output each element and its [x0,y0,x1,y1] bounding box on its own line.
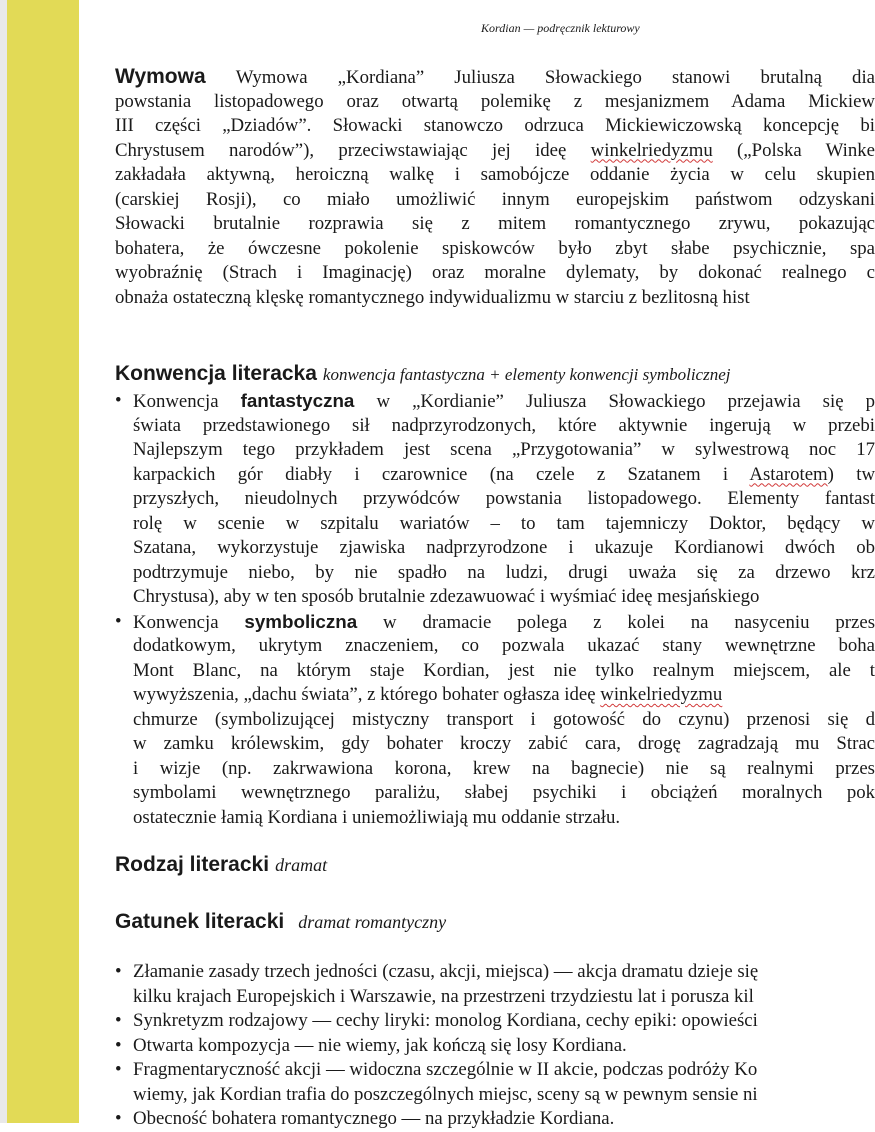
list-line: podtrzymuje niebo, by nie spadło na ludzi, drugi uważa się za drzewo krz [133,561,875,583]
spellcheck-flagged-word: Astarotem [749,463,828,485]
list-line: Mont Blanc, na którym staje Kordian, jest nie tylko realnym miejscem, ale t [133,659,875,681]
list-line: rolę w scenie w szpitalu wariatów – to tam tajemniczy Doktor, będący w [133,512,875,534]
list-line: Szatana, wykorzystuje zjawiska nadprzyrodzone i ukazuje Kordianowi dwóch ob [133,537,875,558]
wymowa-line-7: bohatera, że ówczesne pokolenie spiskowców było zbyt słabe psychicznie, spa [115,237,875,259]
wymowa-line-6: Słowacki brutalnie rozprawia się z mitem romantycznego zrywu, pokazując [115,213,875,234]
list-item [115,389,875,610]
keyword-fantastyczna: fantastyczna [240,390,355,411]
wymowa-line-4: zakładała aktywną, heroiczną walkę i samobójcze oddanie życia w celu skupien [115,164,875,185]
list-line: Konwencja fantastyczna w „Kordianie” Juliusza Słowackiego przejawia się p [133,390,875,412]
wymowa-line-3: Chrystusem narodów”), przeciwstawiając jej ideę winkelriedyzmu („Polska Winke [115,139,875,161]
list-item [115,1009,875,1034]
list-line: symbolami wewnętrznego paraliżu, słabej psychiki i obciążeń moralnych pok [133,782,875,803]
list-line: w zamku królewskim, gdy bohater kroczy zabić cara, drogę zagradzają mu Strac [133,733,875,754]
list-item [115,610,875,831]
gatunek-value: dramat romantyczny [298,912,447,932]
bullet: • [115,610,122,632]
list-item [115,1107,875,1132]
list-item [115,960,875,1009]
list-line: kilku krajach Europejskich i Warszawie, na przestrzeni trzydziestu lat i porusza kil [133,985,754,1007]
konwencja-subtitle: konwencja fantastyczna + elementy konwencji symbolicznej [322,365,731,384]
rodzaj-heading [115,853,327,877]
running-head: Kordian — podręcznik lekturowy [481,21,640,35]
list-line: Konwencja symboliczna w dramacie polega z kolei na nasyceniu przes [133,610,875,633]
konwencja-heading [115,362,730,386]
wymowa-line-1: powstania listopadowego oraz otwartą polemikę z mesjanizmem Adama Mickiew [115,90,875,112]
list-line: Fragmentaryczność akcji — widoczna szczególnie w II akcie, podczas podróży Ko [133,1059,758,1080]
list-line: Chrystusa), aby w ten sposób brutalnie zdezawuować i wyśmiać ideę mesjańskiego [133,586,760,607]
document-page [115,0,875,1129]
gatunek-list [115,960,875,1132]
list-line: Otwarta kompozycja — nie wiemy, jak kończą się losy Kordiana. [133,1034,627,1056]
list-line: Złamanie zasady trzech jedności (czasu, akcji, miejsca) — akcja dramatu dzieje się [133,961,759,982]
konwencja-title: Konwencja literacka [115,362,317,385]
rodzaj-title: Rodzaj literacki [115,853,270,876]
list-item [115,1058,875,1107]
list-line: dodatkowym, ukrytym znaczeniem, co pozwala ukazać stany wewnętrzne boha [133,635,875,656]
list-line: wywyższenia, „dachu świata”, z którego bohater ogłasza ideę winkelriedyzmu [133,684,723,705]
list-item [115,1034,875,1059]
list-line: świata przedstawionego sił nadprzyrodzonych, które aktywnie ingerują w przebi [133,414,875,436]
list-line: i wizje (np. zakrwawiona korona, krew na bagnecie) nie są realnymi przes [133,757,875,779]
list-line: Obecność bohatera romantycznego — na przykładzie Kordiana. [133,1108,615,1129]
list-line: karpackich gór diabły i czarownice (na czele z Szatanem i Astarotem) tw [133,463,875,485]
spellcheck-flagged-word: winkelriedyzmu [590,139,713,161]
bullet: • [115,1010,122,1031]
list-line: wiemy, jak Kordian trafia do poszczególnych miejsc, sceny są w pewnym sensie ni [133,1083,758,1105]
spellcheck-flagged-word: winkelriedyzmu [600,684,723,705]
keyword-symboliczna: symboliczna [244,610,358,632]
wymowa-section [115,65,875,310]
bullet: • [115,1034,122,1056]
list-line: Synkretyzm rodzajowy — cechy liryki: monolog Kordiana, cechy epiki: opowieści [133,1010,758,1031]
bullet: • [115,1108,122,1129]
wymowa-line-2: III części „Dziadów”. Słowacki stanowczo odrzuca Mickiewiczowską koncepcję bi [115,115,875,136]
wymowa-line-8: wyobraźnię (Strach i Imaginację) oraz moralne dylematy, by dokonać realnego c [115,262,875,283]
rodzaj-value: dramat [275,855,328,875]
gatunek-title: Gatunek literacki [115,910,285,933]
bullet: • [115,1059,122,1080]
bullet: • [115,961,122,982]
list-line: Najlepszym tego przykładem jest scena „Przygotowania” w sylwestrową noc 17 [133,439,875,460]
list-line: chmurze (symbolizującej mistyczny transport i gotowość do czynu) przenosi się d [133,708,875,730]
gatunek-heading [115,910,446,934]
left-margin-bar [0,0,79,1123]
list-line: przyszłych, nieudolnych przywódców powstania listopadowego. Elementy fantast [133,488,875,509]
konwencja-list [115,389,875,830]
wymowa-line-9: obnaża ostateczną klęskę romantycznego indywidualizmu w starciu z bezlitosną hist [115,286,750,308]
bullet: • [115,390,122,411]
wymowa-line-0: Wymowa Wymowa „Kordiana” Juliusza Słowackiego stanowi brutalną dia [115,65,875,88]
list-line: ostatecznie łamią Kordiana i uniemożliwiają mu oddanie strzału. [133,806,621,828]
wymowa-line-5: (carskiej Rosji), co miało umożliwić innym europejskim państwom odzyskani [115,188,875,210]
wymowa-title: Wymowa [115,65,206,88]
